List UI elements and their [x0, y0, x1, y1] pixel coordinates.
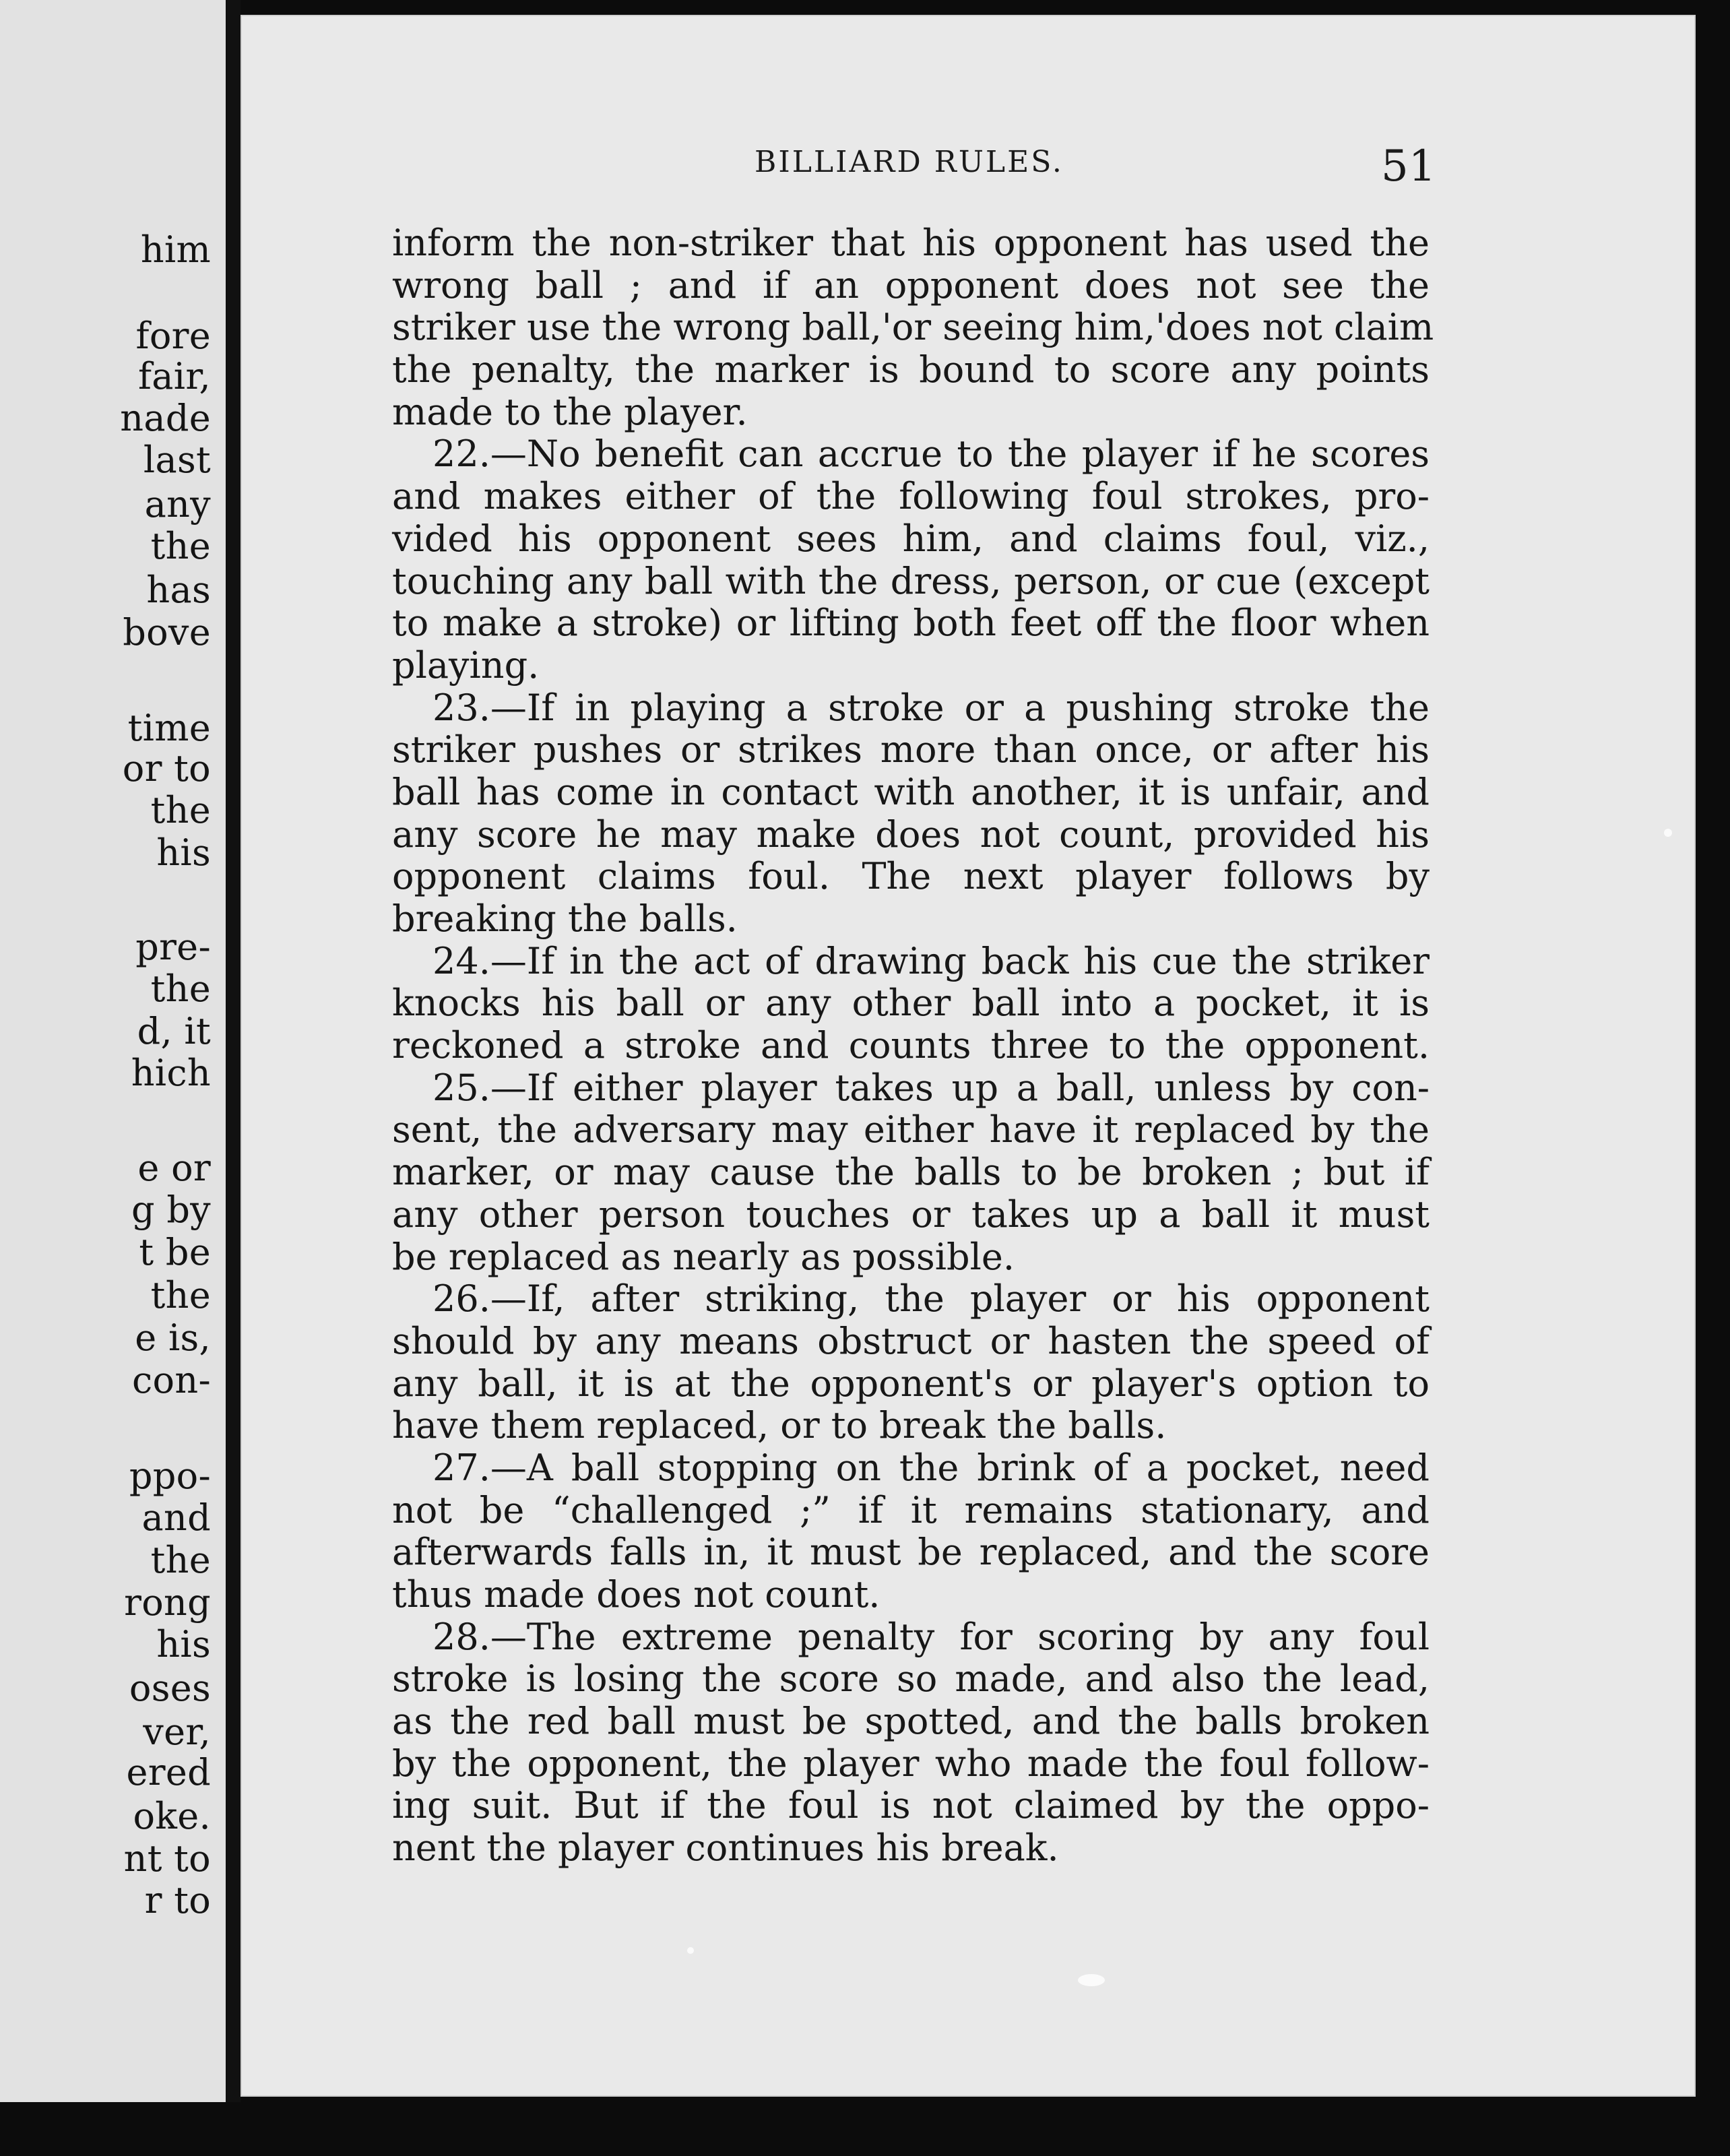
left-page-fragment: pre- — [135, 926, 211, 968]
left-page-fragment: the — [150, 1539, 211, 1581]
text-line: not be “challenged ;” if it remains stationary, and — [392, 1488, 1430, 1531]
text-line: nent the player continues his break. — [392, 1827, 1059, 1870]
rule-first-line: 22.—No benefit can accrue to the player if he scores — [433, 433, 1430, 476]
scan-border-bottom — [0, 2102, 1730, 2156]
left-page-fragment: ver, — [143, 1711, 211, 1753]
text-line: any other person touches or takes up a ball it must — [392, 1193, 1430, 1236]
left-page-fragment: the — [150, 1274, 211, 1317]
left-page-fragment: his — [156, 831, 211, 874]
text-line: opponent claims foul. The next player follows by — [392, 855, 1430, 898]
left-page-fragment: his — [156, 1623, 211, 1666]
left-page-fragment: rong — [124, 1581, 211, 1624]
text-line: afterwards falls in, it must be replaced, and the score — [392, 1531, 1430, 1574]
text-line: by the opponent, the player who made the foul follow- — [392, 1742, 1430, 1785]
left-page-fragment: oke. — [133, 1795, 211, 1837]
text-line: ball has come in contact with another, it is unfair, and — [392, 770, 1430, 813]
rule-first-line: 25.—If either player takes up a ball, unless by con- — [433, 1066, 1430, 1109]
text-line: and makes either of the following foul strokes, pro- — [392, 475, 1430, 518]
left-page-fragment: e or — [137, 1147, 211, 1189]
paper-speck — [687, 1947, 694, 1954]
text-line: reckoned a stroke and counts three to the opponent. — [392, 1024, 1430, 1067]
paper-speck — [1078, 1974, 1105, 1986]
book-gutter — [226, 0, 241, 2102]
left-page-fragment: fair, — [138, 355, 211, 398]
rule-first-line: 27.—A ball stopping on the brink of a pocket, need — [433, 1446, 1430, 1489]
left-page-fragment: hich — [131, 1052, 211, 1094]
left-page-fragment: con- — [132, 1359, 211, 1401]
text-line: thus made does not count. — [392, 1573, 880, 1616]
text-line: ing suit. But if the foul is not claimed by the oppo- — [392, 1784, 1430, 1827]
text-line: to make a stroke) or lifting both feet off the floor when — [392, 602, 1430, 645]
rule-first-line: 24.—If in the act of drawing back his cue the striker — [433, 939, 1430, 982]
text-line: striker use the wrong ball,'or seeing him,'does not claim — [392, 306, 1434, 349]
text-line: knocks his ball or any other ball into a pocket, it is — [392, 982, 1430, 1025]
left-page-fragment: fore — [135, 315, 211, 357]
text-line: as the red ball must be spotted, and the balls broken — [392, 1700, 1430, 1743]
left-page-fragment: time — [127, 707, 211, 749]
running-title: BILLIARD RULES. — [755, 145, 1064, 179]
left-page-fragment: t be — [139, 1231, 211, 1273]
left-page-fragment: bove — [123, 611, 211, 654]
text-line: breaking the balls. — [392, 897, 738, 940]
left-page-fragment: has — [146, 569, 211, 611]
left-page-fragment: e is, — [135, 1317, 211, 1359]
text-line: vided his opponent sees him, and claims foul, viz., — [392, 517, 1430, 560]
text-line: any score he may make does not count, provided his — [392, 813, 1430, 856]
text-line: marker, or may cause the balls to be broken ; but if — [392, 1151, 1430, 1194]
text-line: touching any ball with the dress, person, or cue (except — [392, 559, 1430, 602]
text-line: stroke is losing the score so made, and also the lead, — [392, 1657, 1430, 1701]
left-page-fragment: him — [140, 228, 211, 271]
body-text — [392, 222, 1434, 1870]
left-page-fragment: ered — [126, 1751, 211, 1794]
text-line: any ball, it is at the opponent's or player's option to — [392, 1362, 1430, 1405]
text-line: playing. — [392, 643, 540, 687]
left-page-fragment: nade — [120, 397, 211, 439]
rule-first-line: 23.—If in playing a stroke or a pushing stroke the — [433, 686, 1430, 729]
left-page-fragment: r to — [144, 1879, 211, 1922]
left-page-fragment: or to — [122, 747, 211, 790]
left-page-fragment: the — [150, 968, 211, 1010]
text-line: have them replaced, or to break the balls. — [392, 1404, 1167, 1447]
text-line: striker pushes or strikes more than once, or after his — [392, 728, 1430, 771]
left-page — [0, 0, 226, 2102]
left-page-fragment: any — [144, 483, 211, 526]
left-page-fragment: last — [143, 439, 211, 481]
text-line: be replaced as nearly as possible. — [392, 1235, 1015, 1278]
left-page-fragment: oses — [129, 1667, 211, 1709]
left-page-fragment: nt to — [123, 1837, 211, 1880]
rule-first-line: 26.—If, after striking, the player or his opponent — [433, 1277, 1430, 1321]
text-line: made to the player. — [392, 390, 748, 433]
left-page-fragment: the — [150, 789, 211, 831]
scan-border-right — [1696, 0, 1730, 2156]
left-page-fragment: g by — [131, 1188, 211, 1231]
rule-first-line: 28.—The extreme penalty for scoring by any foul — [433, 1615, 1430, 1658]
text-line: sent, the adversary may either have it replaced by the — [392, 1108, 1430, 1151]
text-line: should by any means obstruct or hasten the speed of — [392, 1319, 1430, 1362]
left-page-fragment: ppo- — [129, 1455, 211, 1497]
left-page-fragment: d, it — [137, 1010, 211, 1052]
paper-speck — [1664, 829, 1672, 837]
page-number: 51 — [1381, 141, 1436, 191]
left-page-fragment: the — [150, 525, 211, 567]
text-line: wrong ball ; and if an opponent does not see the — [392, 263, 1430, 307]
text-line: inform the non-striker that his opponent has used the — [392, 222, 1430, 264]
left-page-fragment: and — [141, 1496, 211, 1539]
text-line: the penalty, the marker is bound to score any points — [392, 348, 1430, 391]
